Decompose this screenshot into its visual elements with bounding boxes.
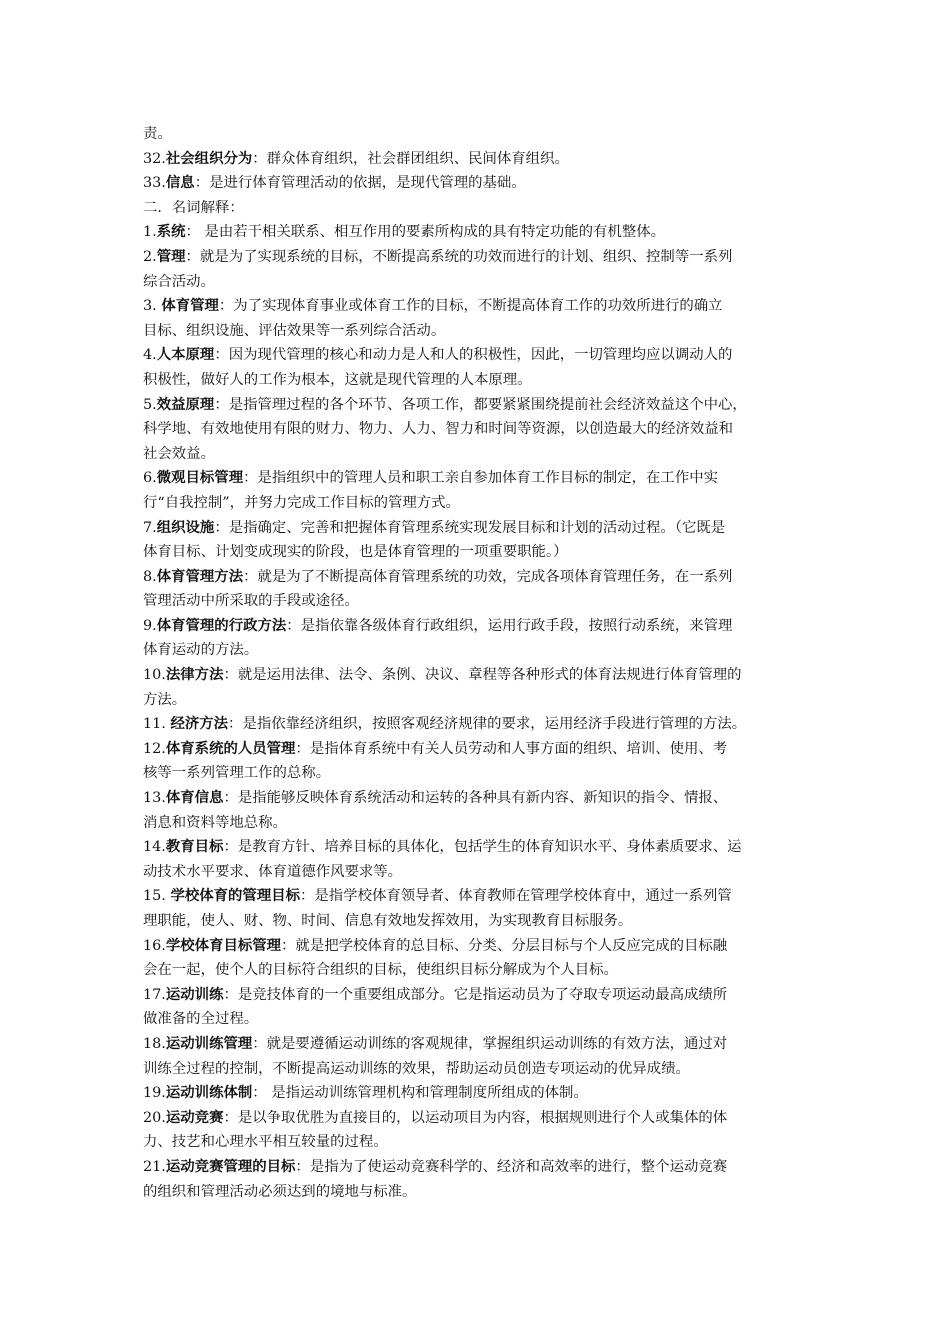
text-run: 5. <box>143 396 157 413</box>
term-label: 组织设施 <box>156 518 215 536</box>
text-run: 消息和资料等地总称。 <box>143 814 287 831</box>
text-line <box>143 196 815 221</box>
text-run: ：是指确定、完善和把握体育管理系统实现发展目标和计划的活动过程。（它既是 <box>214 519 726 536</box>
text-run: ：是进行体育管理活动的依据，是现代管理的基础。 <box>194 175 526 192</box>
term-label: 教育目标 <box>165 838 224 856</box>
paragraph <box>143 884 815 933</box>
text-run: ：是指管理过程的各个环节、各项工作，都要紧紧围绕提前社会经济效益这个中心， <box>214 396 747 413</box>
paragraph <box>143 171 815 196</box>
text-line <box>143 1007 815 1032</box>
text-run: 3. <box>143 298 162 315</box>
text-line <box>143 393 815 418</box>
term-label: 运动竞赛 <box>165 1108 224 1126</box>
text-run: ：是指为了使运动竞赛科学的、经济和高效率的进行，整个运动竞赛 <box>295 1158 728 1175</box>
text-run: 21. <box>143 1158 166 1175</box>
text-line <box>143 983 815 1008</box>
text-line <box>143 786 815 811</box>
term-label: 学校体育目标管理 <box>165 936 282 954</box>
text-line <box>143 761 815 786</box>
text-run: 综合活动。 <box>143 273 215 290</box>
text-line <box>143 884 815 909</box>
text-run: ：群众体育组织，社会群团组织、民间体育组织。 <box>252 150 569 167</box>
text-line <box>143 319 815 344</box>
paragraph <box>143 196 815 221</box>
text-line <box>143 171 815 196</box>
text-run: 15. <box>143 888 171 905</box>
text-run: 核等一系列管理工作的总称。 <box>143 765 331 782</box>
text-line <box>143 712 815 737</box>
text-run: 16. <box>143 937 166 954</box>
paragraph <box>143 712 815 737</box>
text-run: 19. <box>143 1085 166 1102</box>
text-run: 4. <box>143 347 157 364</box>
text-line <box>143 294 815 319</box>
paragraph <box>143 1155 815 1204</box>
text-run: ：就是把学校体育的总目标、分类、分层目标与个人反应完成的目标融 <box>281 937 728 954</box>
text-run: 力、技艺和心理水平相互较量的过程。 <box>143 1134 388 1151</box>
text-line <box>143 589 815 614</box>
text-run: ：是以争取优胜为直接目的，以运动项目为内容，根据规则进行个人或集体的体 <box>223 1109 728 1126</box>
text-run: 32. <box>143 150 166 167</box>
text-line <box>143 417 815 442</box>
text-run: 目标、组织设施、评估效果等一系列综合活动。 <box>143 322 446 339</box>
term-label: 经济方法 <box>170 715 229 733</box>
term-label: 运动训练管理 <box>165 1034 253 1052</box>
paragraph <box>143 934 815 983</box>
text-run: 33. <box>143 175 166 192</box>
text-line <box>143 368 815 393</box>
text-line <box>143 1057 815 1082</box>
text-line <box>143 1155 815 1180</box>
text-run: 11. <box>143 716 171 733</box>
paragraph <box>143 565 815 614</box>
text-run: 6. <box>143 470 157 487</box>
text-line <box>143 614 815 639</box>
paragraph <box>143 1106 815 1155</box>
paragraph <box>143 466 815 515</box>
text-run: ：就是为了不断提高体育管理系统的功效，完成各项体育管理任务，在一系列 <box>243 568 733 585</box>
text-line <box>143 958 815 983</box>
text-run: 会在一起，使个人的目标符合组织的目标，使组织目标分解成为个人目标。 <box>143 962 618 979</box>
text-run: 动技术水平要求、体育道德作风要求等。 <box>143 863 403 880</box>
text-line <box>143 1130 815 1155</box>
text-run: 2. <box>143 248 157 265</box>
term-label: 系统 <box>156 223 186 241</box>
text-line <box>143 245 815 270</box>
paragraph <box>143 1032 815 1081</box>
text-run: ：为了实现体育事业或体育工作的目标，不断提高体育工作的功效所进行的确立 <box>218 298 723 315</box>
term-label: 微观目标管理 <box>156 469 244 487</box>
term-label: 信息 <box>165 174 195 192</box>
paragraph <box>143 294 815 343</box>
text-run: 7. <box>143 519 157 536</box>
text-run: ：是指学校体育领导者、体育教师在管理学校体育中，通过一系列管 <box>300 888 732 905</box>
text-run: 做准备的全过程。 <box>143 1011 259 1028</box>
text-line <box>143 565 815 590</box>
text-line <box>143 220 815 245</box>
text-run: 管理活动中所采取的手段或途径。 <box>143 593 359 610</box>
text-run: ：是指体育系统中有关人员劳动和人事方面的组织、培训、使用、考 <box>295 740 728 757</box>
paragraph <box>143 983 815 1032</box>
text-line <box>143 1106 815 1131</box>
text-run: 二．名词解释： <box>143 199 244 216</box>
text-line <box>143 540 815 565</box>
text-line <box>143 491 815 516</box>
paragraph <box>143 393 815 467</box>
text-line <box>143 811 815 836</box>
paragraph <box>143 245 815 294</box>
paragraph <box>143 516 815 565</box>
term-label: 运动竞赛管理的目标 <box>165 1157 296 1175</box>
text-run: 13. <box>143 790 166 807</box>
term-label: 管理 <box>156 247 186 265</box>
text-run: ：是指组织中的管理人员和职工亲自参加体育工作目标的制定，在工作中实 <box>243 470 718 487</box>
text-run: 社会效益。 <box>143 445 215 462</box>
paragraph <box>143 786 815 835</box>
term-label: 社会组织分为 <box>165 149 253 167</box>
text-run: ：是教育方针、培养目标的具体化，包括学生的体育知识水平、身体素质要求、运 <box>223 839 742 856</box>
text-run: 科学地、有效地使用有限的财力、物力、人力、智力和时间等资源，以创造最大的经济效益和 <box>143 421 734 438</box>
text-line <box>143 688 815 713</box>
text-line <box>143 442 815 467</box>
text-run: ：就是为了实现系统的目标，不断提高系统的功效而进行的计划、组织、控制等一系列 <box>185 248 733 265</box>
text-run: ：因为现代管理的核心和动力是人和人的积极性，因此，一切管理均应以调动人的 <box>214 347 733 364</box>
paragraph <box>143 614 815 663</box>
paragraph <box>143 220 815 245</box>
text-line <box>143 343 815 368</box>
text-run: ： 是由若干相关联系、相互作用的要素所构成的具有特定功能的有机整体。 <box>185 224 665 241</box>
text-run: 9. <box>143 617 157 634</box>
text-run: ：是指能够反映体育系统活动和运转的各种具有新内容、新知识的指令、情报、 <box>223 790 728 807</box>
text-line <box>143 147 815 172</box>
text-run: 积极性，做好人的工作为根本，这就是现代管理的人本原理。 <box>143 371 532 388</box>
text-line <box>143 909 815 934</box>
text-run: 行“自我控制”，并努力完成工作目标的管理方式。 <box>143 494 460 511</box>
term-label: 法律方法 <box>165 666 224 684</box>
term-label: 运动训练 <box>165 985 224 1003</box>
text-run: 方法。 <box>143 691 187 708</box>
paragraph <box>143 835 815 884</box>
paragraph <box>143 343 815 392</box>
text-line <box>143 934 815 959</box>
text-run: ： 是指运动训练管理机构和管理制度所组成的体制。 <box>252 1085 588 1102</box>
text-run: ：就是运用法律、法令、条例、决议、章程等各种形式的体育法规进行体育管理的 <box>223 667 742 684</box>
term-label: 运动训练体制 <box>165 1084 253 1102</box>
text-line <box>143 860 815 885</box>
term-label: 效益原理 <box>156 395 215 413</box>
text-line <box>143 270 815 295</box>
text-line <box>143 516 815 541</box>
text-run: ：就是要遵循运动训练的客观规律，掌握组织运动训练的有效方法，通过对 <box>252 1035 728 1052</box>
paragraph <box>143 737 815 786</box>
text-run: 1. <box>143 224 157 241</box>
document-body <box>143 122 815 1204</box>
text-run: 体育运动的方法。 <box>143 642 259 659</box>
text-run: 责。 <box>143 126 172 142</box>
term-label: 体育管理方法 <box>156 567 244 585</box>
text-run: 18. <box>143 1035 166 1052</box>
text-run: ：是指依靠经济组织，按照客观经济规律的要求，运用经济手段进行管理的方法。 <box>228 716 747 733</box>
text-line <box>143 638 815 663</box>
text-run: 训练全过程的控制，不断提高运动训练的效果，帮助运动员创造专项运动的优异成绩。 <box>143 1060 690 1077</box>
text-line <box>143 1180 815 1205</box>
paragraph <box>143 663 815 712</box>
text-run: 20. <box>143 1109 166 1126</box>
text-line <box>143 1032 815 1057</box>
text-run: 12. <box>143 740 166 757</box>
term-label: 学校体育的管理目标 <box>170 887 300 905</box>
text-line <box>143 737 815 762</box>
text-line <box>143 663 815 688</box>
term-label: 体育系统的人员管理 <box>165 739 296 757</box>
text-run: 的组织和管理活动必须达到的境地与标准。 <box>143 1183 417 1200</box>
text-line <box>143 1081 815 1106</box>
text-run: 17. <box>143 986 166 1003</box>
term-label: 体育管理 <box>161 297 219 315</box>
paragraph <box>143 147 815 172</box>
term-label: 体育管理的行政方法 <box>156 616 287 634</box>
term-label: 人本原理 <box>156 346 215 364</box>
paragraph <box>143 1081 815 1106</box>
text-run: 14. <box>143 839 166 856</box>
text-line <box>143 835 815 860</box>
text-run: 体育目标、计划变成现实的阶段，也是体育管理的一项重要职能。） <box>143 544 568 561</box>
text-run: ：是竞技体育的一个重要组成部分。它是指运动员为了夺取专项运动最高成绩所 <box>223 986 728 1003</box>
term-label: 体育信息 <box>165 789 224 807</box>
paragraph <box>143 122 815 147</box>
text-run: 10. <box>143 667 166 684</box>
text-run: 理职能，使人、财、物、时间、信息有效地发挥效用，为实现教育目标服务。 <box>143 913 633 929</box>
text-run: 8. <box>143 568 157 585</box>
text-run: ：是指依靠各级体育行政组织，运用行政手段，按照行动系统，来管理 <box>286 617 733 634</box>
text-line <box>143 466 815 491</box>
text-line <box>143 122 815 147</box>
